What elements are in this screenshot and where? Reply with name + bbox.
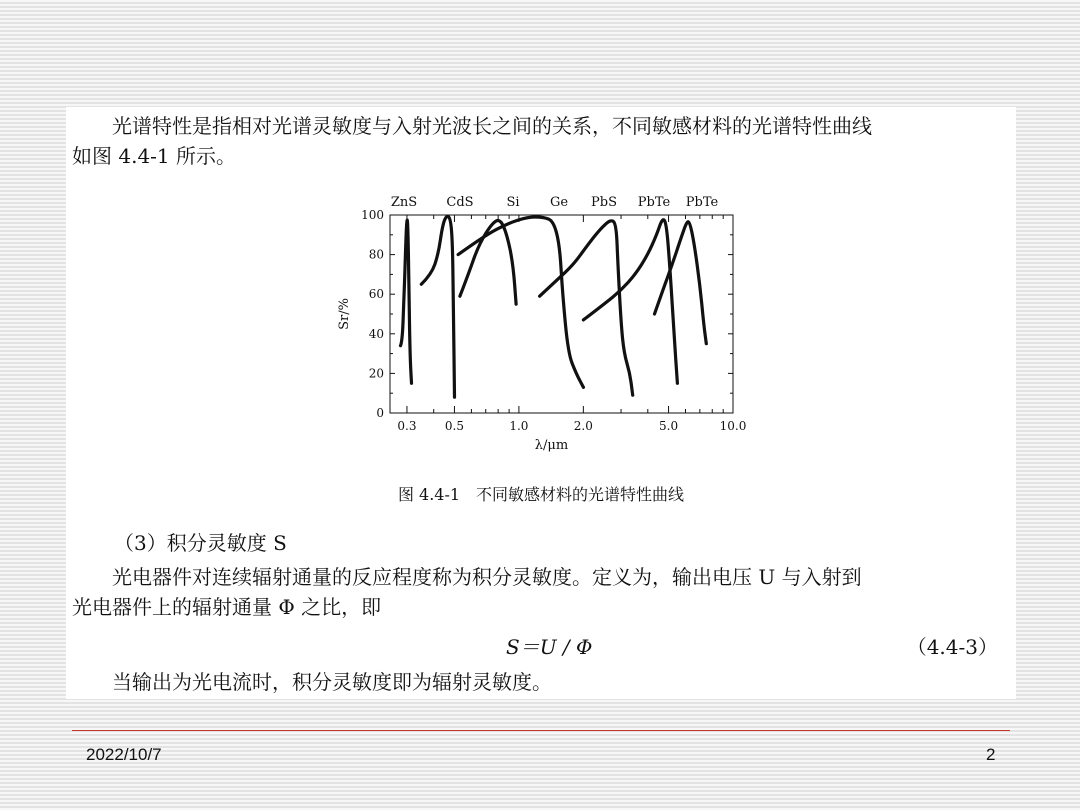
series-label-2: CdS — [446, 195, 474, 210]
series-label-7: PbTe — [685, 195, 719, 210]
x-axis-label: λ/μm — [534, 438, 569, 453]
x-tick-label: 5.0 — [659, 419, 679, 433]
series-label-4: Ge — [549, 195, 569, 210]
footer-date: 2022/10/7 — [86, 745, 162, 764]
x-tick-label: 1.0 — [509, 419, 529, 433]
section-paragraph — [72, 562, 1010, 622]
y-tick-label: 80 — [368, 247, 384, 262]
series-label-1: ZnS — [390, 195, 418, 210]
equation-number: （4.4-3） — [906, 635, 998, 659]
y-tick-label: 0 — [376, 406, 384, 420]
series-curve-4 — [458, 217, 583, 387]
x-tick-label: 0.5 — [444, 419, 464, 433]
section-line-2: 光电器件上的辐射通量 Φ 之比，即 — [72, 595, 382, 619]
series-label-6: PbTe — [637, 195, 671, 210]
y-axis-label: Sr/% — [337, 298, 352, 330]
formula-row — [66, 631, 1016, 661]
intro-paragraph — [72, 111, 1010, 171]
footer-divider — [72, 730, 1010, 731]
series-curve-6 — [583, 220, 677, 384]
y-tick-label: 100 — [361, 208, 384, 222]
section-heading: （3）积分灵敏度 S — [114, 531, 287, 555]
chart-labels — [337, 195, 746, 453]
spectral-chart — [326, 185, 756, 455]
series-curve-2 — [421, 216, 454, 397]
chart-series — [401, 216, 707, 397]
section-line-1: 光电器件对连续辐射通量的反应程度称为积分灵敏度。定义为，输出电压 U 与入射到 — [112, 565, 862, 589]
formula: S＝U / Φ — [506, 635, 593, 659]
series-curve-7 — [655, 222, 707, 344]
series-curve-5 — [540, 221, 633, 395]
closing-line: 当输出为光电流时，积分灵敏度即为辐射灵敏度。 — [112, 670, 552, 694]
figure-caption: 图 4.4-1 不同敏感材料的光谱特性曲线 — [397, 485, 685, 504]
y-tick-label: 60 — [368, 287, 384, 302]
slide-content — [66, 107, 1016, 699]
series-curve-1 — [401, 220, 412, 383]
x-tick-label: 10.0 — [719, 419, 747, 433]
series-label-3: Si — [506, 195, 520, 210]
y-tick-label: 40 — [368, 326, 384, 341]
plot-frame — [390, 215, 733, 413]
x-tick-label: 2.0 — [573, 419, 593, 433]
x-tick-label: 0.3 — [397, 419, 417, 433]
y-tick-label: 20 — [368, 366, 384, 381]
series-label-5: PbS — [591, 195, 617, 210]
page-number: 2 — [986, 745, 996, 764]
intro-line-2: 如图 4.4-1 所示。 — [72, 144, 237, 168]
chart-axes — [390, 215, 733, 413]
intro-line-1: 光谱特性是指相对光谱灵敏度与入射光波长之间的关系，不同敏感材料的光谱特性曲线 — [112, 114, 872, 138]
